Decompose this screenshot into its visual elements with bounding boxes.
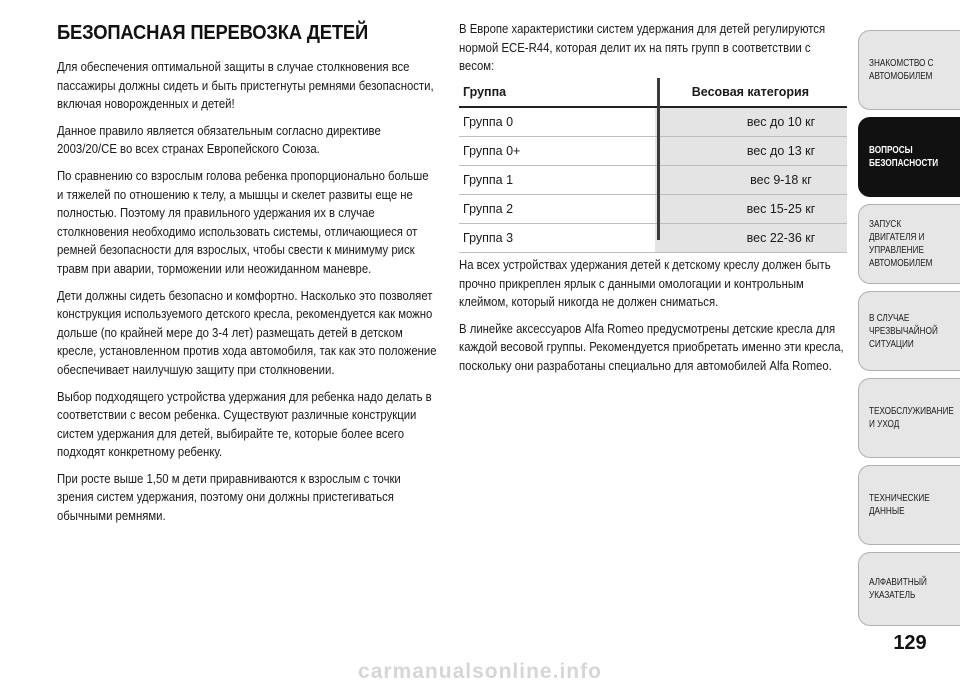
chapter-tab-safety[interactable] xyxy=(858,117,960,197)
header-weight: Весовая категория xyxy=(691,85,809,99)
table-column-divider xyxy=(657,78,660,240)
chapter-tab-label: ВОПРОСЫ БЕЗОПАСНОСТИ xyxy=(869,144,939,169)
chapter-tab-label: ЗАПУСК ДВИГАТЕЛЯ И УПРАВЛЕНИЕ АВТОМОБИЛЕМ xyxy=(869,218,933,269)
cell-group: Группа 2 xyxy=(463,202,514,216)
cell-group: Группа 3 xyxy=(463,231,514,245)
cell-weight: вес до 10 кг xyxy=(655,108,847,136)
table-row xyxy=(459,137,847,166)
table-row xyxy=(459,108,847,137)
weight-group-table xyxy=(459,78,847,253)
right-column xyxy=(459,20,847,84)
header-group: Группа xyxy=(463,85,507,99)
cell-weight: вес 9-18 кг xyxy=(655,166,847,194)
chapter-tab-label: ТЕХНИЧЕСКИЕ ДАННЫЕ xyxy=(869,492,930,517)
paragraph: Данное правило является обязательным согласно директиве 2003/20/CE во всех странах Европейского Союза. xyxy=(57,122,381,157)
chapter-tabs xyxy=(858,0,960,686)
chapter-tab-technical-data[interactable] xyxy=(858,465,960,545)
table-row xyxy=(459,224,847,253)
chapter-tab-label: ТЕХОБСЛУЖИВАНИЕ И УХОД xyxy=(869,405,954,430)
paragraph: Для обеспечения оптимальной защиты в случае столкновения все пассажиры должны сидеть и быть пристегнуты ремнями безопасности, включая новорожденных и детей! xyxy=(57,59,434,112)
paragraph: По сравнению со взрослым голова ребенка пропорционально больше и тяжелей по отношению к телу, а мышцы и скелет развиты еще не полностью. Поэтому ля правильного удержания их в случае столкновения необходимо использовать системы, отличающиеся от ремней безопасности для взрослых, чтобы свести к минимуму риск травм при аварии, торможении или неожиданном маневре. xyxy=(57,167,429,276)
chapter-tab-label: АЛФАВИТНЫЙ УКАЗАТЕЛЬ xyxy=(869,576,927,601)
page-number: 129 xyxy=(893,632,927,654)
cell-group: Группа 1 xyxy=(463,173,514,187)
paragraph: На всех устройствах удержания детей к детскому креслу должен быть прочно прикреплен ярлык с данными омологации и контрольным клеймом, который никогда не должен сниматься. xyxy=(459,257,831,310)
chapter-tab-label: ЗНАКОМСТВО С АВТОМОБИЛЕМ xyxy=(869,57,934,82)
right-column-lower xyxy=(459,256,847,384)
chapter-tab-emergency[interactable] xyxy=(858,291,960,371)
chapter-tab-label: В СЛУЧАЕ ЧРЕЗВЫЧАЙНОЙ СИТУАЦИИ xyxy=(869,311,938,350)
left-column xyxy=(57,20,437,534)
paragraph: Выбор подходящего устройства удержания для ребенка надо делать в соответствии с весом ребенка. Существуют различные конструкции систем удержания для детей, выбирайте те, которые более всего подходят конкретному ребенку. xyxy=(57,388,432,460)
section-title: БЕЗОПАСНАЯ ПЕРЕВОЗКА ДЕТЕЙ xyxy=(57,22,369,44)
cell-group: Группа 0 xyxy=(463,115,514,129)
table-header xyxy=(459,78,847,108)
chapter-tab-vehicle-intro[interactable] xyxy=(858,30,960,110)
paragraph: При росте выше 1,50 м дети приравниваются к взрослым с точки зрения систем удержания, поэтому они должны пристегиваться обычными ремнями. xyxy=(57,470,401,524)
watermark: carmanualsonline.info xyxy=(358,660,602,683)
cell-group: Группа 0+ xyxy=(463,144,521,158)
chapter-tab-maintenance[interactable] xyxy=(858,378,960,458)
cell-weight: вес 15-25 кг xyxy=(655,195,847,223)
chapter-tab-starting-driving[interactable] xyxy=(858,204,960,284)
table-row xyxy=(459,166,847,195)
chapter-tab-index[interactable] xyxy=(858,552,960,626)
table-row xyxy=(459,195,847,224)
intro-paragraph: В Европе характеристики систем удержания для детей регулируются нормой ECE-R44, которая делит их на пять групп в соответствии с весом: xyxy=(459,21,826,74)
paragraph: В линейке аксессуаров Alfa Romeo предусмотрены детские кресла для каждой весовой группы. Рекомендуется приобретать именно эти кресла, поскольку они разработаны специально для автомобилей Alfa Romeo. xyxy=(459,320,844,373)
cell-weight: вес до 13 кг xyxy=(655,137,847,165)
cell-weight: вес 22-36 кг xyxy=(655,224,847,252)
paragraph: Дети должны сидеть безопасно и комфортно. Насколько это позволяет конструкция используемого детского кресла, рекомендуется как можно дольше (по крайней мере до 3-4 лет) размещать детей в детском кресле, установленном против хода автомобиля, так как это положение обеспечивает наилучшую защиту при столкновении. xyxy=(57,287,437,377)
